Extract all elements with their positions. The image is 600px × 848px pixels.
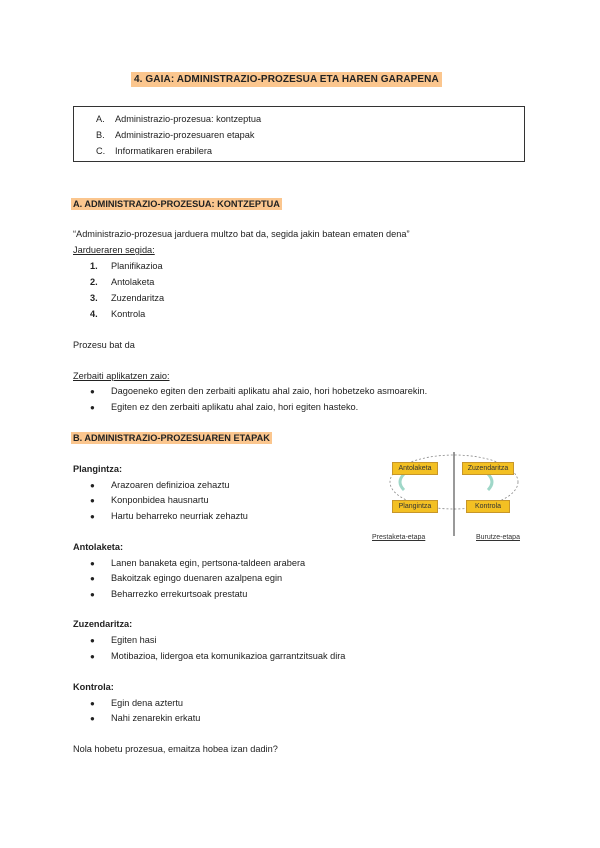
list-item-text: Dagoeneko egiten den zerbaiti aplikatu ahal zaio, hori hobetzeko asmoarekin. xyxy=(111,386,428,396)
sequence-item xyxy=(90,261,163,271)
page-title: 4. GAIA: ADMINISTRAZIO-PROZESUA ETA HAREN GARAPENA xyxy=(131,72,442,87)
toc-letter: A. xyxy=(96,114,105,124)
sequence-number: 2. xyxy=(90,277,98,287)
diagram-box-antolaketa: Antolaketa xyxy=(392,462,438,475)
sequence-item xyxy=(90,277,154,287)
list-item-text: Egin dena aztertu xyxy=(111,698,184,708)
toc-text: Administrazio-prozesuaren etapak xyxy=(115,130,255,140)
list-item xyxy=(90,558,305,568)
process-cycle-diagram xyxy=(368,452,538,548)
group-label xyxy=(73,542,123,552)
group-label xyxy=(73,682,114,692)
bullet-icon: ● xyxy=(90,652,95,661)
section-a-heading: A. ADMINISTRAZIO-PROZESUA: KONTZEPTUA xyxy=(73,199,280,209)
arrow-up-left-icon xyxy=(400,474,404,490)
table-of-contents xyxy=(73,106,525,162)
group-label xyxy=(73,619,132,629)
sequence-text: Kontrola xyxy=(111,309,146,319)
list-item-text: Konponbidea hausnartu xyxy=(111,495,209,505)
list-item-text: Nahi zenarekin erkatu xyxy=(111,713,201,723)
section-b-heading: B. ADMINISTRAZIO-PROZESUAREN ETAPAK xyxy=(73,433,270,443)
group-label-text: Kontrola: xyxy=(73,682,114,692)
list-item xyxy=(90,386,427,396)
bullet-icon: ● xyxy=(90,574,95,583)
sequence-text: Zuzendaritza xyxy=(111,293,165,303)
list-item xyxy=(90,495,209,505)
bullet-icon: ● xyxy=(90,403,95,412)
toc-item xyxy=(96,130,254,140)
list-item-text: Lanen banaketa egin, pertsona-taldeen arabera xyxy=(111,558,306,568)
list-item-text: Egiten hasi xyxy=(111,635,157,645)
sequence-text: Antolaketa xyxy=(111,277,155,287)
bullet-icon: ● xyxy=(90,387,95,396)
list-item xyxy=(90,713,200,723)
sequence-number: 3. xyxy=(90,293,98,303)
sequence-item xyxy=(90,309,145,319)
definition-quote: “Administrazio-prozesua jarduera multzo bat da, segida jakin batean ematen dena” xyxy=(73,229,410,239)
list-item xyxy=(90,573,282,583)
bullet-icon: ● xyxy=(90,699,95,708)
group-label-text: Antolaketa: xyxy=(73,542,124,552)
list-item-text: Egiten ez den zerbaiti aplikatu ahal zaio, hori egiten hasteko. xyxy=(111,402,359,412)
diagram-box-plangintza: Plangintza xyxy=(392,500,438,513)
sequence-text: Planifikazioa xyxy=(111,261,163,271)
bullet-icon: ● xyxy=(90,559,95,568)
bullet-icon: ● xyxy=(90,512,95,521)
toc-text: Informatikaren erabilera xyxy=(115,146,213,156)
group-label xyxy=(73,464,122,474)
sequence-number: 1. xyxy=(90,261,98,271)
diagram-label-execution: Burutze-etapa xyxy=(476,534,520,541)
list-item xyxy=(90,635,156,645)
list-item xyxy=(90,402,358,412)
toc-item xyxy=(96,114,261,124)
bullet-icon: ● xyxy=(90,636,95,645)
toc-text: Administrazio-prozesua: kontzeptua xyxy=(115,114,262,124)
list-item xyxy=(90,698,183,708)
list-item-text: Bakoitzak egingo duenaren azalpena egin xyxy=(111,573,283,583)
list-item-text: Arazoaren definizioa zehaztu xyxy=(111,480,230,490)
list-item-text: Motibazioa, lidergoa eta komunikazioa garrantzitsuak dira xyxy=(111,651,346,661)
list-item-text: Hartu beharreko neurriak zehaztu xyxy=(111,511,248,521)
bullet-icon: ● xyxy=(90,481,95,490)
list-item-text: Beharrezko errekurtsoak prestatu xyxy=(111,589,248,599)
applies-label: Zerbaiti aplikatzen zaio: xyxy=(73,371,170,381)
diagram-box-kontrola: Kontrola xyxy=(466,500,510,513)
group-label-text: Plangintza: xyxy=(73,464,123,474)
bullet-icon: ● xyxy=(90,714,95,723)
process-line: Prozesu bat da xyxy=(73,340,135,350)
list-item xyxy=(90,480,230,490)
sequence-label: Jardueraren segida: xyxy=(73,245,155,255)
toc-item xyxy=(96,146,212,156)
sequence-number: 4. xyxy=(90,309,98,319)
bullet-icon: ● xyxy=(90,496,95,505)
sequence-item xyxy=(90,293,164,303)
arrow-down-right-icon xyxy=(488,474,492,490)
bullet-icon: ● xyxy=(90,590,95,599)
toc-letter: B. xyxy=(96,130,105,140)
list-item xyxy=(90,589,247,599)
toc-letter: C. xyxy=(96,146,106,156)
list-item xyxy=(90,511,248,521)
list-item xyxy=(90,651,345,661)
diagram-box-zuzendaritza: Zuzendaritza xyxy=(462,462,514,475)
diagram-label-preparation: Prestaketa-etapa xyxy=(372,534,426,541)
closing-question: Nola hobetu prozesua, emaitza hobea izan dadin? xyxy=(73,744,278,754)
group-label-text: Zuzendaritza: xyxy=(73,619,133,629)
